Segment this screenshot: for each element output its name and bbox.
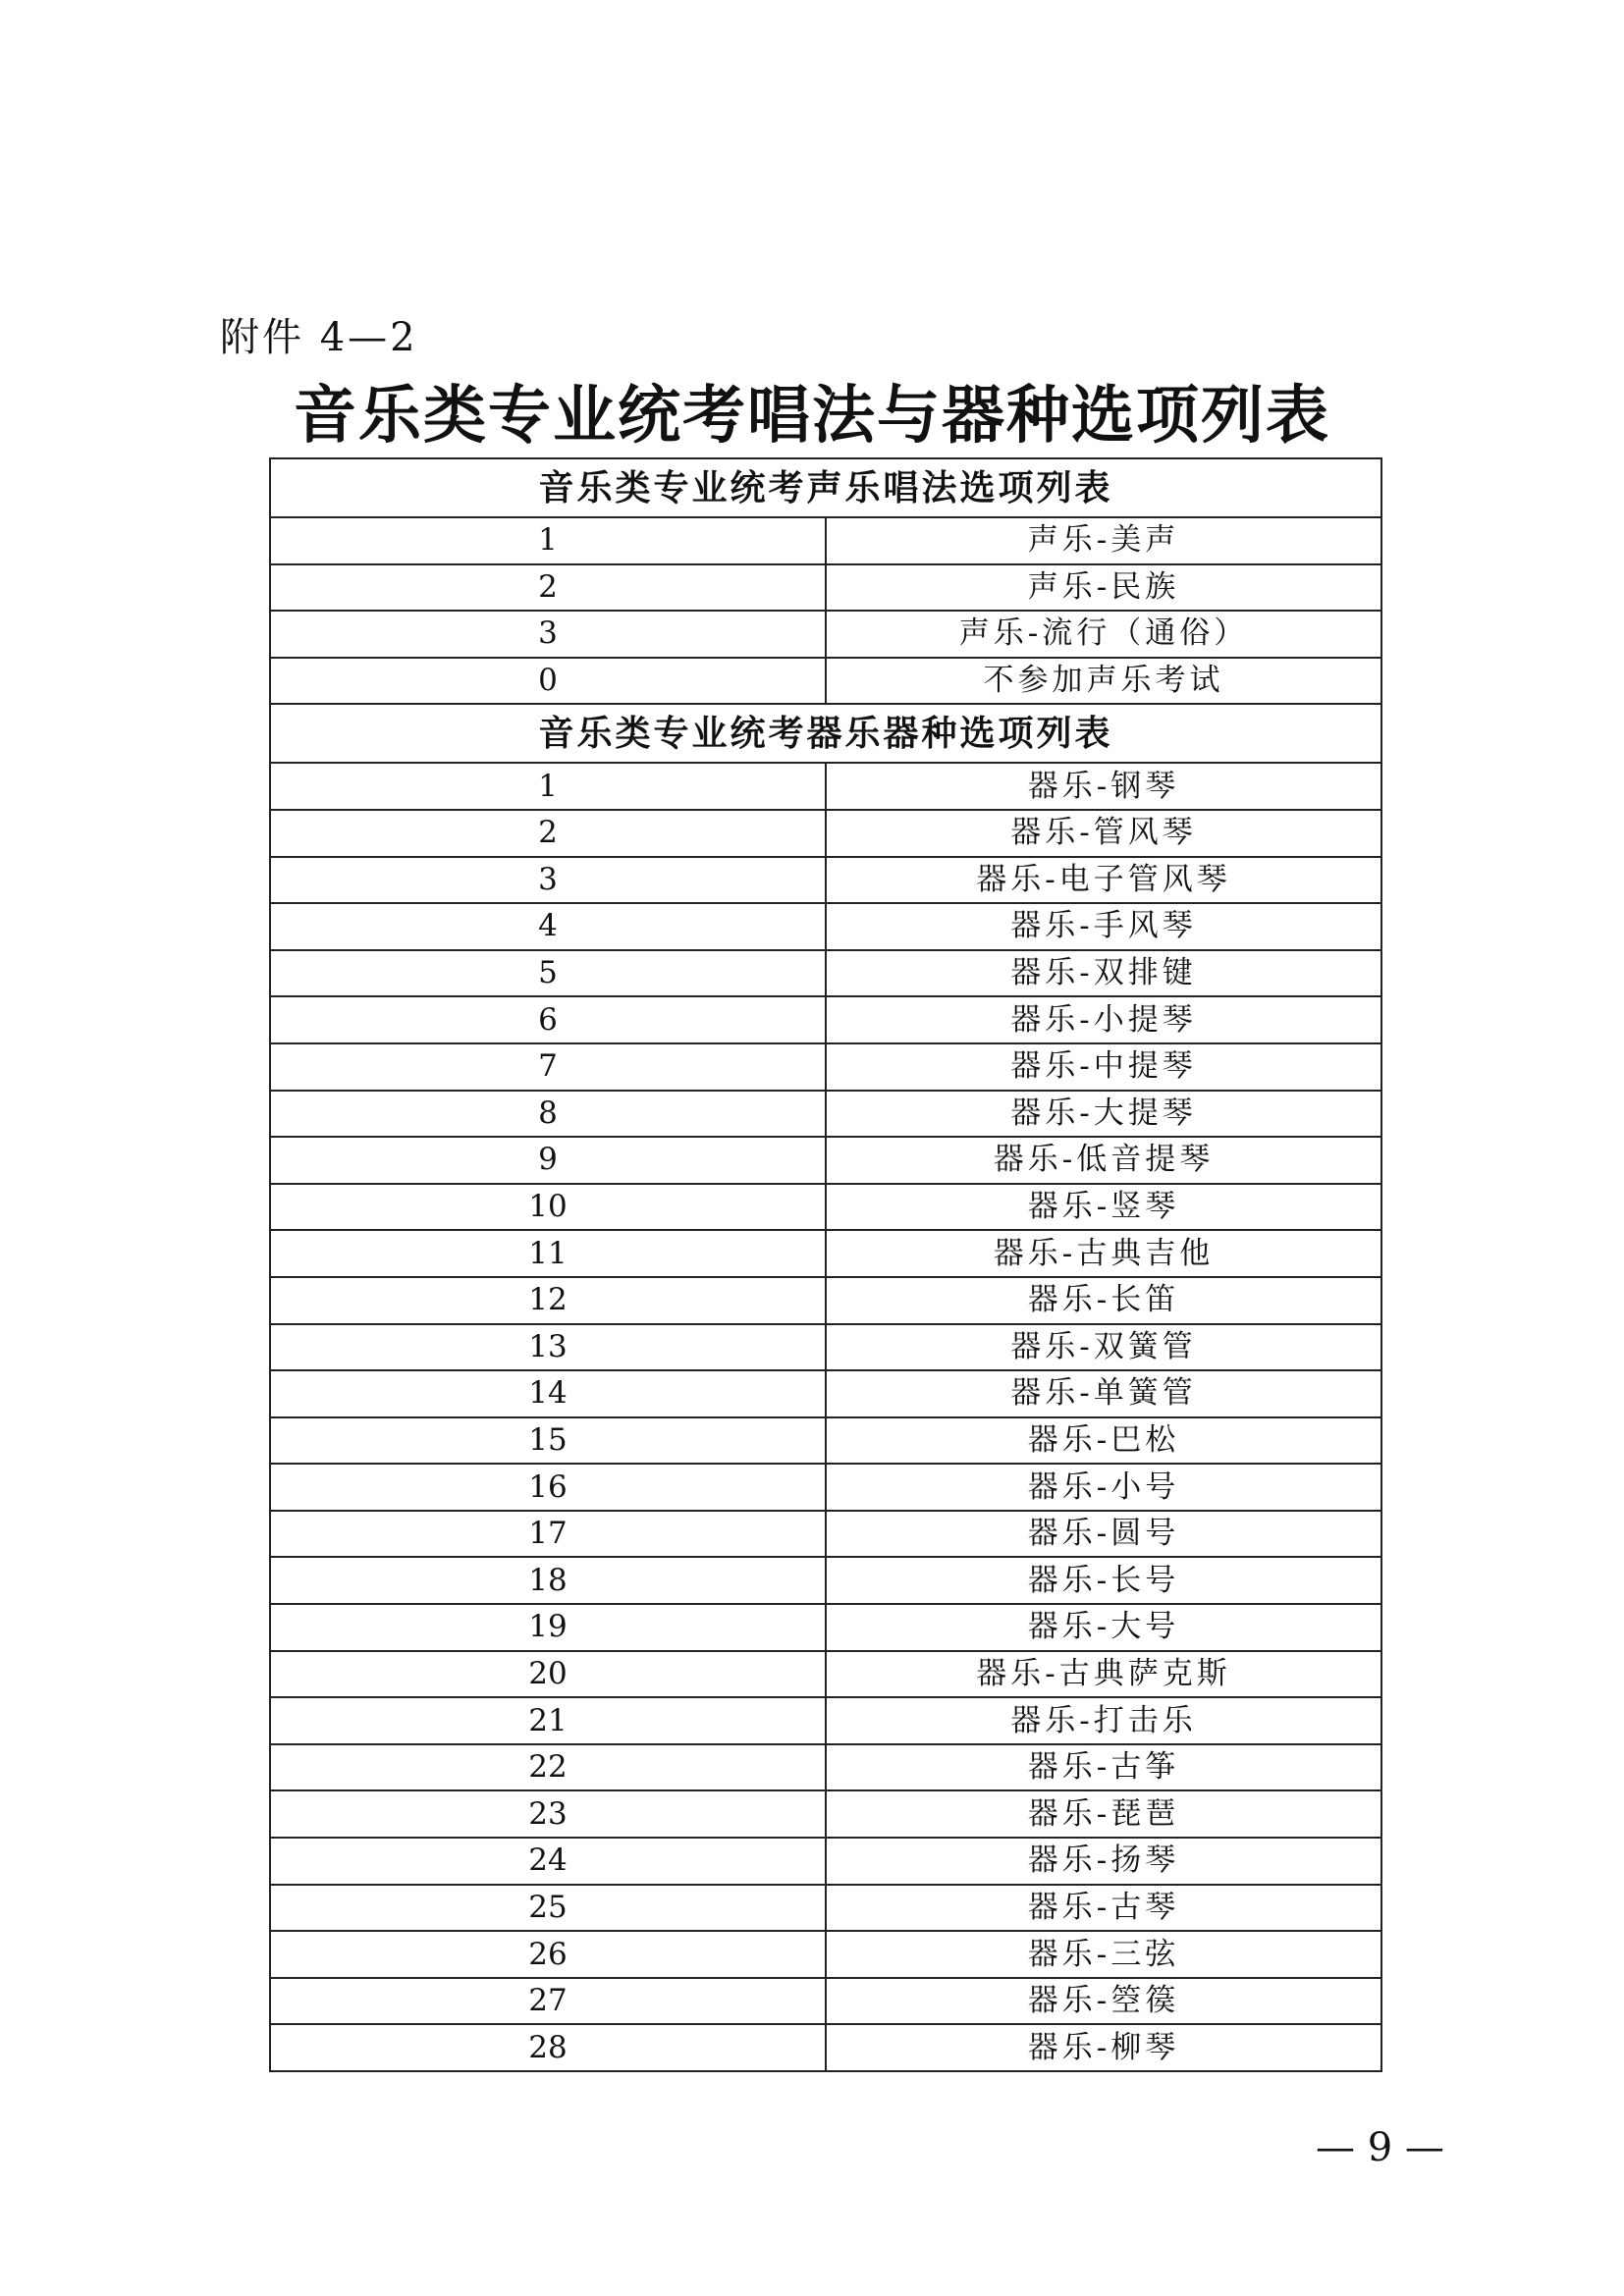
table-row — [270, 1230, 1381, 1277]
option-label: 不参加声乐考试 — [826, 658, 1381, 705]
option-label: 声乐-民族 — [826, 564, 1381, 612]
option-number: 1 — [270, 517, 826, 564]
option-label: 器乐-大提琴 — [826, 1091, 1381, 1138]
option-number: 28 — [270, 2024, 826, 2071]
table-row — [270, 1838, 1381, 1885]
option-label: 器乐-古琴 — [826, 1885, 1381, 1932]
table-row — [270, 1184, 1381, 1231]
option-number: 16 — [270, 1464, 826, 1511]
table-row — [270, 1697, 1381, 1744]
option-label: 器乐-小号 — [826, 1464, 1381, 1511]
table-row — [270, 1511, 1381, 1558]
table-row — [270, 1464, 1381, 1511]
table-row — [270, 1978, 1381, 2025]
vocal-section-header-row — [270, 458, 1381, 517]
option-label: 器乐-古典萨克斯 — [826, 1651, 1381, 1698]
table-row — [270, 1604, 1381, 1651]
option-label: 器乐-圆号 — [826, 1511, 1381, 1558]
table-row — [270, 564, 1381, 612]
table-row — [270, 1137, 1381, 1184]
table-row — [270, 1790, 1381, 1838]
option-label: 器乐-管风琴 — [826, 810, 1381, 857]
table-row — [270, 611, 1381, 658]
option-number: 15 — [270, 1417, 826, 1465]
table-row — [270, 810, 1381, 857]
table-row — [270, 1931, 1381, 1978]
option-number: 18 — [270, 1557, 826, 1604]
option-label: 声乐-美声 — [826, 517, 1381, 564]
table-row — [270, 763, 1381, 810]
instrument-section-header: 音乐类专业统考器乐器种选项列表 — [270, 704, 1381, 763]
table-row — [270, 1324, 1381, 1371]
instrument-section-header-row — [270, 704, 1381, 763]
option-label: 器乐-古筝 — [826, 1744, 1381, 1791]
option-number: 13 — [270, 1324, 826, 1371]
option-number: 10 — [270, 1184, 826, 1231]
option-label: 器乐-双排键 — [826, 950, 1381, 997]
table-row — [270, 1370, 1381, 1417]
option-number: 8 — [270, 1091, 826, 1138]
table-row — [270, 903, 1381, 950]
option-label: 器乐-柳琴 — [826, 2024, 1381, 2071]
table-row — [270, 1043, 1381, 1091]
table-row — [270, 1091, 1381, 1138]
table-row — [270, 517, 1381, 564]
option-label: 器乐-钢琴 — [826, 763, 1381, 810]
option-label: 器乐-古典吉他 — [826, 1230, 1381, 1277]
table-row — [270, 1651, 1381, 1698]
option-number: 4 — [270, 903, 826, 950]
option-label: 器乐-双簧管 — [826, 1324, 1381, 1371]
option-number: 11 — [270, 1230, 826, 1277]
option-label: 器乐-巴松 — [826, 1417, 1381, 1465]
option-number: 21 — [270, 1697, 826, 1744]
option-number: 27 — [270, 1978, 826, 2025]
option-label: 器乐-琵琶 — [826, 1790, 1381, 1838]
option-label: 声乐-流行（通俗） — [826, 611, 1381, 658]
table-row — [270, 1557, 1381, 1604]
option-number: 2 — [270, 564, 826, 612]
option-number: 6 — [270, 996, 826, 1043]
table-row — [270, 1885, 1381, 1932]
option-number: 3 — [270, 857, 826, 904]
option-label: 器乐-打击乐 — [826, 1697, 1381, 1744]
table-row — [270, 996, 1381, 1043]
option-label: 器乐-长号 — [826, 1557, 1381, 1604]
option-number: 2 — [270, 810, 826, 857]
option-number: 12 — [270, 1277, 826, 1324]
option-label: 器乐-扬琴 — [826, 1838, 1381, 1885]
page-number: — 9 — — [1316, 2125, 1444, 2170]
option-label: 器乐-手风琴 — [826, 903, 1381, 950]
page-title: 音乐类专业统考唱法与器种选项列表 — [294, 379, 1330, 453]
option-label: 器乐-大号 — [826, 1604, 1381, 1651]
option-label: 器乐-电子管风琴 — [826, 857, 1381, 904]
option-label: 器乐-三弦 — [826, 1931, 1381, 1978]
option-label: 器乐-竖琴 — [826, 1184, 1381, 1231]
option-number: 25 — [270, 1885, 826, 1932]
table-row — [270, 950, 1381, 997]
option-number: 19 — [270, 1604, 826, 1651]
options-table — [269, 457, 1382, 2072]
option-label: 器乐-长笛 — [826, 1277, 1381, 1324]
table-row — [270, 1744, 1381, 1791]
option-number: 3 — [270, 611, 826, 658]
option-label: 器乐-小提琴 — [826, 996, 1381, 1043]
vocal-section-header: 音乐类专业统考声乐唱法选项列表 — [270, 458, 1381, 517]
option-label: 器乐-箜篌 — [826, 1978, 1381, 2025]
option-number: 9 — [270, 1137, 826, 1184]
option-number: 7 — [270, 1043, 826, 1091]
option-number: 0 — [270, 658, 826, 705]
table-row — [270, 1417, 1381, 1465]
option-label: 器乐-单簧管 — [826, 1370, 1381, 1417]
option-number: 20 — [270, 1651, 826, 1698]
table-row — [270, 1277, 1381, 1324]
option-number: 1 — [270, 763, 826, 810]
option-number: 14 — [270, 1370, 826, 1417]
option-number: 22 — [270, 1744, 826, 1791]
table-row — [270, 2024, 1381, 2071]
option-number: 26 — [270, 1931, 826, 1978]
option-number: 5 — [270, 950, 826, 997]
option-label: 器乐-中提琴 — [826, 1043, 1381, 1091]
table-row — [270, 857, 1381, 904]
option-number: 23 — [270, 1790, 826, 1838]
table-row — [270, 658, 1381, 705]
option-number: 17 — [270, 1511, 826, 1558]
option-number: 24 — [270, 1838, 826, 1885]
attachment-label: 附件 4—2 — [220, 315, 418, 360]
option-label: 器乐-低音提琴 — [826, 1137, 1381, 1184]
